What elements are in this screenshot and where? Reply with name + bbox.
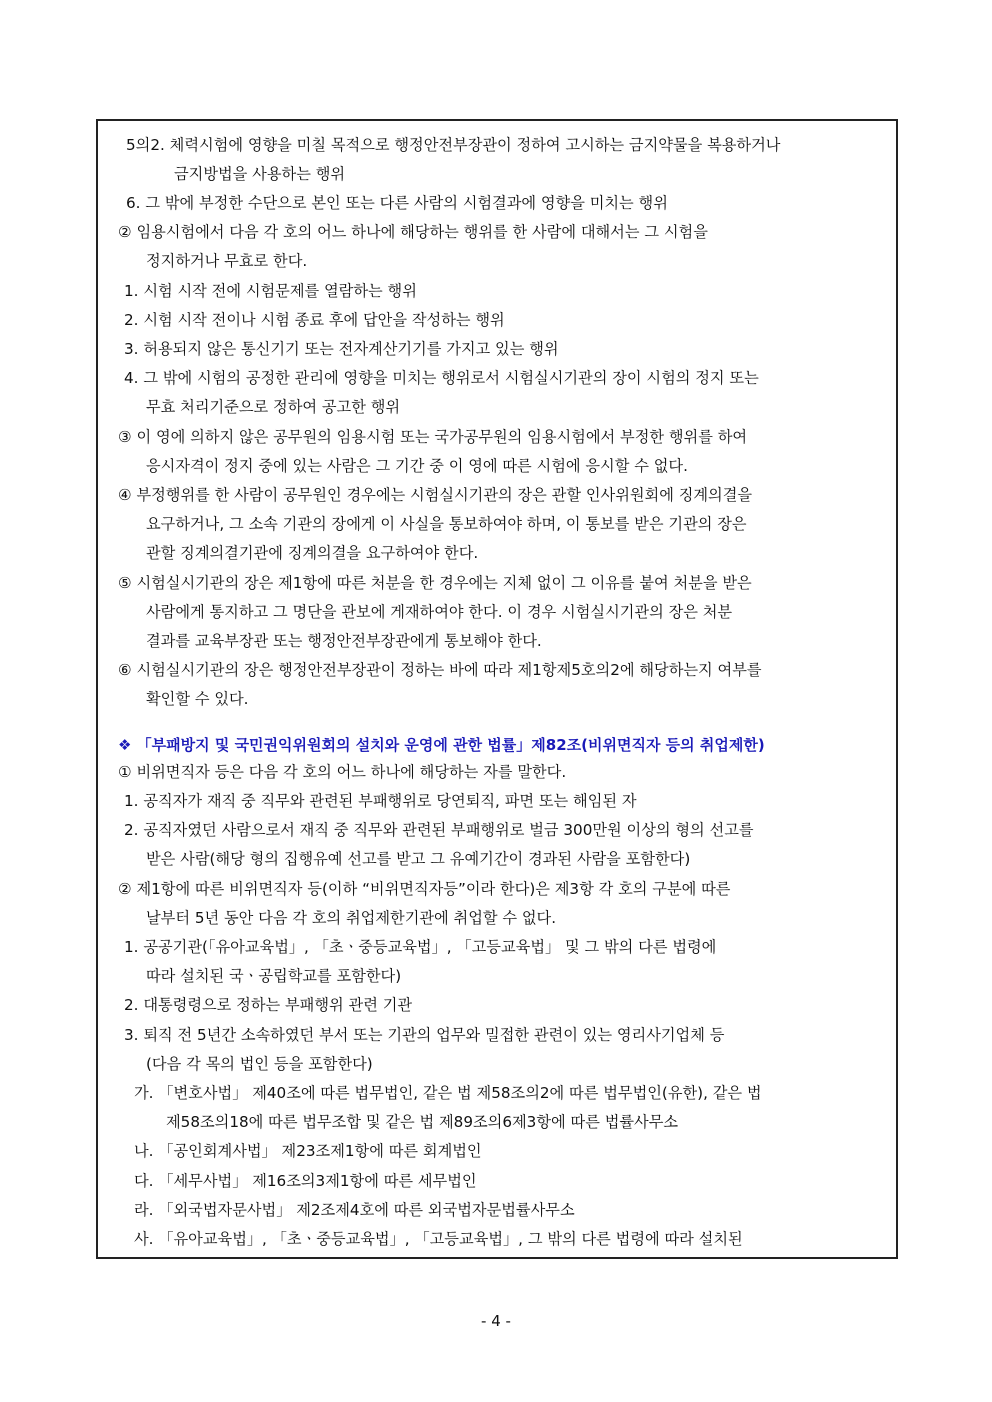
- text-line: 무효 처리기준으로 정하여 공고한 행위: [146, 398, 401, 416]
- text-line: 날부터 5년 동안 다음 각 호의 취업제한기관에 취업할 수 없다.: [146, 909, 557, 927]
- text-line: ⑥ 시험실시기관의 장은 행정안전부장관이 정하는 바에 따라 제1항제5호의2에 해당하는지 여부를: [118, 661, 762, 679]
- text-line: 사람에게 통지하고 그 명단을 관보에 게재하여야 한다. 이 경우 시험실시기관의 장은 처분: [146, 603, 733, 621]
- page-number: - 4 -: [481, 1312, 511, 1330]
- text-line: 6. 그 밖에 부정한 수단으로 본인 또는 다른 사람의 시험결과에 영향을 미치는 행위: [126, 194, 668, 212]
- text-line: ② 제1항에 따른 비위면직자 등(이하 “비위면직자등”이라 한다)은 제3항 각 호의 구분에 따른: [118, 880, 731, 898]
- text-line: 금지방법을 사용하는 행위: [174, 165, 346, 183]
- text-line: 정지하거나 무효로 한다.: [146, 252, 308, 270]
- text-line: ③ 이 영에 의하지 않은 공무원의 임용시험 또는 국가공무원의 임용시험에서 부정한 행위를 하여: [118, 428, 748, 446]
- text-line: 3. 허용되지 않은 통신기기 또는 전자계산기기를 가지고 있는 행위: [124, 340, 559, 358]
- text-line: 1. 공직자가 재직 중 직무와 관련된 부패행위로 당연퇴직, 파면 또는 해임된 자: [124, 792, 637, 810]
- text-line: 받은 사람(해당 형의 집행유예 선고를 받고 그 유예기간이 경과된 사람을 포함한다): [146, 850, 691, 868]
- text-line: (다음 각 목의 법인 등을 포함한다): [146, 1055, 373, 1073]
- text-line: 사. 「유아교육법」, 「초ㆍ중등교육법」, 「고등교육법」, 그 밖의 다른 법령에 따라 설치된: [134, 1230, 743, 1248]
- text-line: 4. 그 밖에 시험의 공정한 관리에 영향을 미치는 행위로서 시험실시기관의 장이 시험의 정지 또는: [124, 369, 759, 387]
- text-line: 결과를 교육부장관 또는 행정안전부장관에게 통보해야 한다.: [146, 632, 542, 650]
- text-line: 제58조의18에 따른 법무조합 및 같은 법 제89조의6제3항에 따른 법률사무소: [166, 1113, 679, 1131]
- text-line: 가. 「변호사법」 제40조에 따른 법무법인, 같은 법 제58조의2에 따른 법무법인(유한), 같은 법: [134, 1084, 762, 1102]
- text-line: 나. 「공인회계사법」 제23조제1항에 따른 회계법인: [134, 1142, 482, 1160]
- text-line: 2. 시험 시작 전이나 시험 종료 후에 답안을 작성하는 행위: [124, 311, 505, 329]
- text-line: 응시자격이 정지 중에 있는 사람은 그 기간 중 이 영에 따른 시험에 응시할 수 없다.: [146, 457, 688, 475]
- text-line: 1. 공공기관(「유아교육법」, 「초ㆍ중등교육법」, 「고등교육법」 및 그 밖의 다른 법령에: [124, 938, 717, 956]
- section-heading: ❖ 「부패방지 및 국민권익위원회의 설치와 운영에 관한 법률」제82조(비위면직자 등의 취업제한): [118, 736, 765, 754]
- text-line: 5의2. 체력시험에 영향을 미칠 목적으로 행정안전부장관이 정하여 고시하는 금지약물을 복용하거나: [126, 136, 781, 154]
- text-line: 요구하거나, 그 소속 기관의 장에게 이 사실을 통보하여야 하며, 이 통보를 받은 기관의 장은: [146, 515, 747, 533]
- text-line: ② 임용시험에서 다음 각 호의 어느 하나에 해당하는 행위를 한 사람에 대해서는 그 시험을: [118, 223, 708, 241]
- text-line: 라. 「외국법자문사법」 제2조제4호에 따른 외국법자문법률사무소: [134, 1201, 575, 1219]
- text-line: ④ 부정행위를 한 사람이 공무원인 경우에는 시험실시기관의 장은 관할 인사위원회에 징계의결을: [118, 486, 753, 504]
- text-line: 관할 징계의결기관에 징계의결을 요구하여야 한다.: [146, 544, 479, 562]
- text-line: 3. 퇴직 전 5년간 소속하였던 부서 또는 기관의 업무와 밀접한 관련이 있는 영리사기업체 등: [124, 1026, 725, 1044]
- text-line: 1. 시험 시작 전에 시험문제를 열람하는 행위: [124, 282, 417, 300]
- text-line: 따라 설치된 국ㆍ공립학교를 포함한다): [146, 967, 402, 985]
- text-line: ① 비위면직자 등은 다음 각 호의 어느 하나에 해당하는 자를 말한다.: [118, 763, 567, 781]
- text-line: 다. 「세무사법」 제16조의3제1항에 따른 세무법인: [134, 1172, 477, 1190]
- text-line: 확인할 수 있다.: [146, 690, 249, 708]
- text-line: ⑤ 시험실시기관의 장은 제1항에 따른 처분을 한 경우에는 지체 없이 그 이유를 붙여 처분을 받은: [118, 574, 752, 592]
- text-line: 2. 대통령령으로 정하는 부패행위 관련 기관: [124, 996, 413, 1014]
- text-line: 2. 공직자였던 사람으로서 재직 중 직무와 관련된 부패행위로 벌금 300만원 이상의 형의 선고를: [124, 821, 754, 839]
